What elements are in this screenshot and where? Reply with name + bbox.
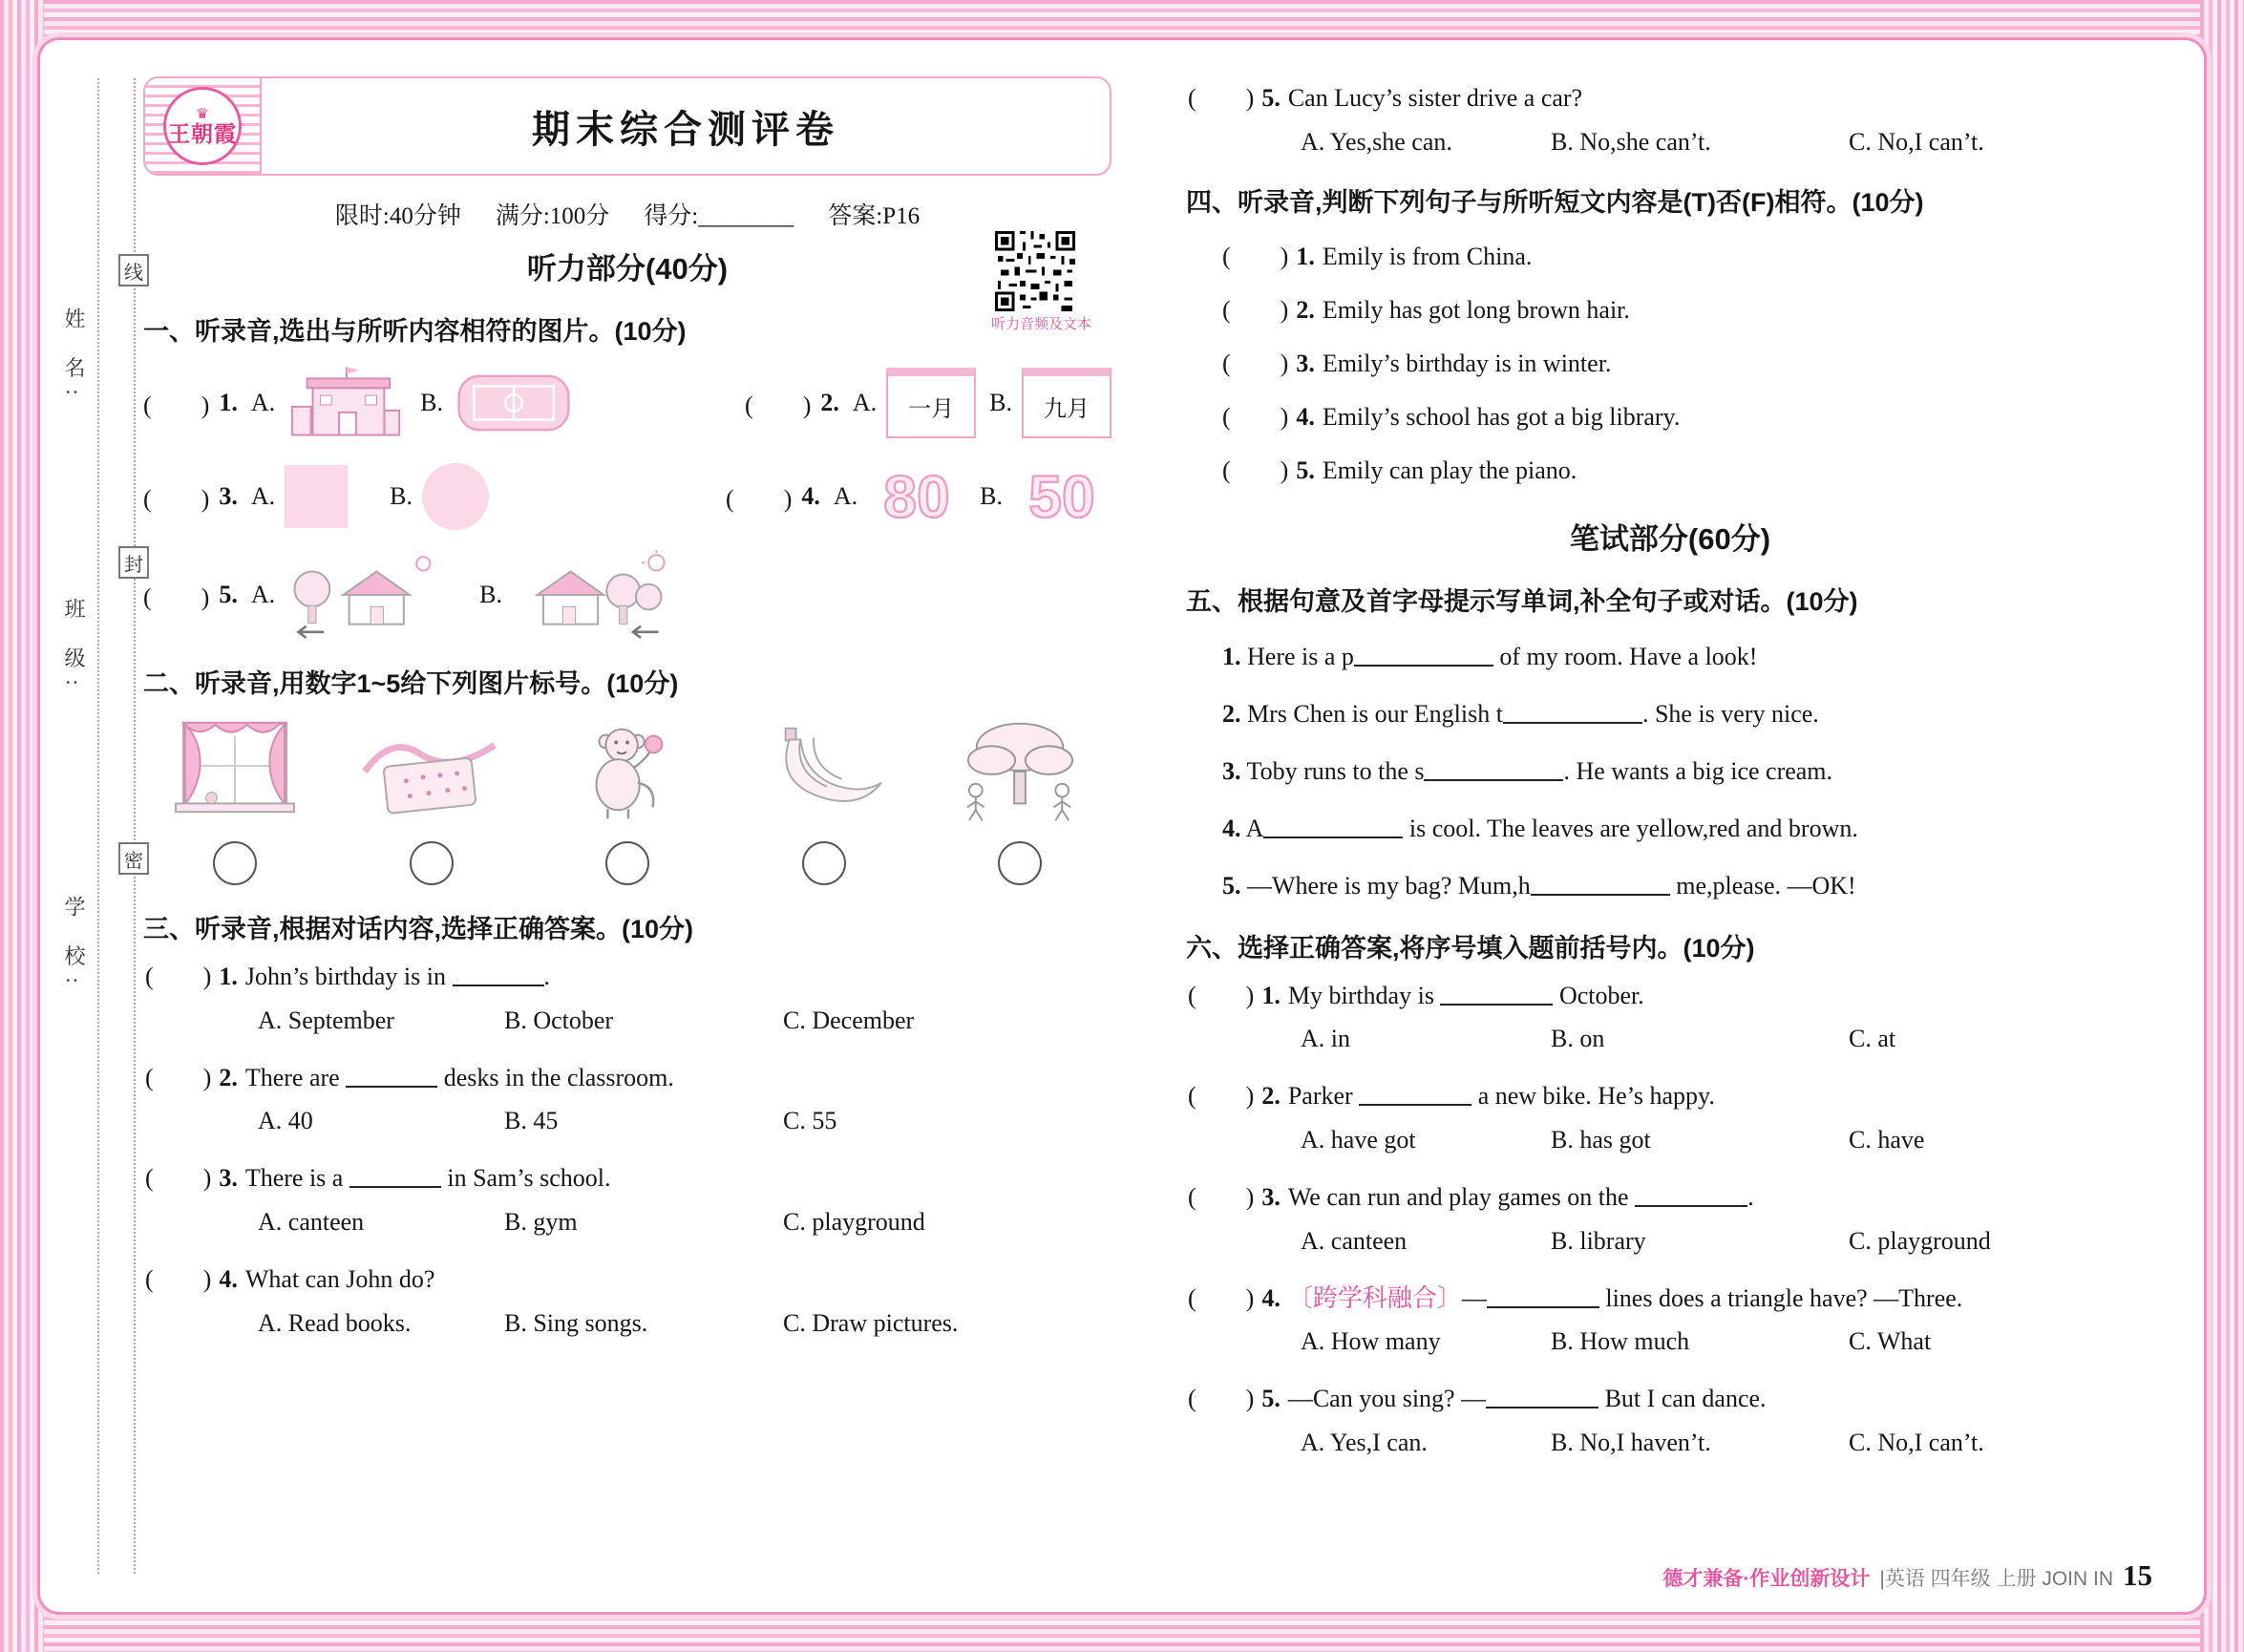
page-number: 15 [2123,1558,2152,1592]
sec2-item-5 [934,713,1106,885]
option-a: A. September [258,1006,394,1034]
question-number: 1. [219,389,238,416]
answer-bracket[interactable]: ( ) [1222,242,1289,270]
question-number: 3. [219,1164,238,1193]
answer-bracket[interactable]: ( ) [1188,1385,1255,1413]
answer-bracket[interactable]: ( ) [1188,84,1255,112]
option-b: B. No,she can’t. [1551,127,1711,156]
section1-title: 一、听录音,选出与所听内容相符的图片。(10分) [143,317,687,346]
item-number: 3. [1222,756,1241,785]
full-score: 满分:100分 [495,203,610,229]
binding-dotted-line [134,78,136,1574]
option-b: B. has got [1551,1126,1651,1154]
option-a-label: A. [250,389,276,416]
stem-post: October. [1553,981,1644,1009]
sec3-question-1 [145,959,1111,1035]
item-number: 2. [1296,295,1315,324]
answer-bracket[interactable]: ( ) [145,1265,212,1294]
sec4-item-4 [1222,397,2154,433]
sec5-item-5 [1222,867,2154,904]
option-b: B. How much [1551,1327,1690,1356]
sec1-question-4 [726,462,1111,531]
answer-blank[interactable] [1503,699,1642,724]
school-building-image [285,363,407,443]
question-text [1288,1179,2154,1216]
question-text [1288,80,2154,116]
footer-brand: 德才兼备·作业创新设计 [1662,1568,1871,1590]
stem-post: in Sam’s school. [440,1164,611,1193]
stem-pre: Parker [1287,1082,1360,1111]
answer-bracket[interactable]: ( ) [1222,349,1289,377]
item-number: 4. [1222,814,1241,842]
option-a: A. Yes,she can. [1301,127,1452,156]
sec4-item-1 [1222,237,2154,272]
listening-part-heading: 听力部分(40分) [526,252,729,286]
statement-text: Emily can play the piano. [1322,455,1577,484]
brand-logo-circle [163,87,242,165]
sentence-post: is cool. The leaves are yellow,red and brown. [1403,814,1858,842]
answer-circle[interactable] [605,841,649,885]
time-limit: 限时:40分钟 [334,203,461,229]
monkey-image [545,713,709,826]
option-b: B. Sing songs. [504,1308,648,1337]
frame-border-right [2200,0,2244,1652]
sentence-post: me,please. —OK! [1669,871,1856,900]
option-a: A. Read books. [258,1308,412,1337]
question-number: 3. [219,482,238,510]
calendar-month: 一月 [908,396,955,422]
question-text [1288,1281,2154,1317]
sec1-row-2 [143,462,1111,531]
stem-post: . [543,963,550,990]
page-footer [1662,1558,2152,1593]
svg-text:50: 50 [1028,464,1095,531]
question-text [245,1160,1111,1197]
score-blank[interactable]: 得分:________ [644,203,794,229]
right-column [1186,74,2154,1585]
binding-margin [44,67,143,1585]
brand-logo-text: 王朝霞 [168,120,237,146]
option-a-label: A. [250,482,276,510]
option-a: A. Yes,I can. [1301,1429,1428,1457]
answer-bracket[interactable]: ( ) [1188,1082,1255,1111]
january-calendar-image [886,368,976,438]
paper-meta [143,197,1111,231]
question-text [1288,978,2154,1014]
answer-blank[interactable] [1487,1283,1599,1308]
seal-char-line: 线 [118,254,149,286]
answer-circle[interactable] [213,841,257,885]
answer-blank[interactable] [349,1163,441,1188]
sentence-post: of my room. Have a look! [1492,642,1758,670]
page [44,44,2200,1608]
question-number: 1. [1261,981,1281,1009]
statement-text: Emily has got long brown hair. [1322,295,1630,324]
item-number: 5. [1296,455,1315,484]
left-column [143,74,1111,1585]
answer-blank[interactable] [1263,814,1403,838]
question-number: 4. [801,482,820,510]
answer-bracket[interactable]: ( ) [1222,295,1289,324]
option-a: A. canteen [1301,1226,1408,1255]
window-image [153,713,317,826]
answer-blank[interactable] [1440,981,1553,1006]
option-c: C. playground [1849,1226,1991,1255]
answer-bracket[interactable]: ( ) [143,391,210,419]
sec2-item-1 [149,713,321,885]
option-a-label: A. [250,581,276,608]
sec3-question-5 [1188,80,2154,157]
paper-title: 期末综合测评卷 [532,108,839,151]
option-b: B. October [504,1006,614,1034]
section6-title: 六、选择正确答案,将序号填入题前括号内。(10分) [1186,933,1755,963]
sec6-question-4 [1188,1281,2154,1357]
option-a: A. canteen [258,1208,365,1237]
section4-title: 四、听录音,判断下列句子与所听短文内容是(T)否(F)相符。(10分) [1186,187,1924,217]
footer-edition-info: |英语 四年级 上册 JOIN IN [1879,1568,2113,1590]
sec3-question-3 [145,1160,1111,1237]
item-number: 2. [1222,699,1241,728]
ribbon-box-image [349,713,514,826]
question-number: 1. [219,963,238,990]
answer-circle[interactable] [998,841,1042,885]
section2-title: 二、听录音,用数字1~5给下列图片标号。(10分) [143,669,679,698]
statement-text: Emily’s school has got a big library. [1322,402,1681,431]
question-number: 2. [1261,1082,1281,1111]
option-b: B. library [1551,1226,1646,1255]
answer-blank[interactable] [1354,642,1493,667]
answer-bracket[interactable]: ( ) [1188,1183,1255,1212]
stem-pre: My birthday is [1287,981,1441,1009]
sec2-item-3 [541,713,713,885]
answer-bracket[interactable]: ( ) [1222,455,1289,484]
binding-dotted-line [97,78,99,1574]
option-c: C. No,I can’t. [1849,1429,1984,1457]
item-number: 5. [1222,871,1241,900]
answer-bracket[interactable]: ( ) [1188,1283,1255,1312]
sentence-pre: Mrs Chen is our English t [1247,699,1503,728]
option-a: A. How many [1301,1327,1441,1356]
answer-bracket[interactable]: ( ) [143,582,210,611]
sec2-item-2 [346,713,518,885]
option-b-label: B. [420,389,443,416]
answer-bracket[interactable]: ( ) [145,1063,212,1091]
stem-post: But I can dance. [1598,1385,1767,1413]
option-a-label: A. [852,389,878,416]
option-a: A. have got [1301,1126,1416,1154]
sentence-post: . He wants a big ice cream. [1563,756,1833,785]
stem-pre: There is a [244,1164,349,1193]
option-c: C. at [1849,1025,1896,1053]
option-c: C. December [783,1006,915,1034]
question-number: 4. [1261,1283,1281,1312]
answer-blank[interactable] [1531,871,1670,896]
stem-pre: —Can you sing? — [1287,1385,1487,1413]
option-a-label: A. [833,482,858,510]
square-shape-image [285,465,348,528]
question-number: 4. [219,1265,238,1294]
answer-page-ref: 答案:P16 [828,203,921,229]
option-a: A. in [1301,1025,1350,1053]
sec6-question-1 [1188,978,2154,1054]
stem-pre: There are [244,1063,347,1091]
stem-pre: What can John do? [244,1265,435,1294]
option-b-label: B. [989,389,1012,416]
option-c: C. No,I can’t. [1849,127,1984,156]
answer-circle[interactable] [410,841,454,885]
sec1-question-3 [143,463,489,530]
section5-title: 五、根据句意及首字母提示写单词,补全句子或对话。(10分) [1186,586,1858,616]
sentence-pre: Here is a p [1247,642,1354,670]
sec1-row-1 [143,363,1111,443]
house-with-trees-right-image [512,550,672,640]
question-text [245,1060,1111,1096]
sentence-pre: Toby runs to the s [1246,756,1425,785]
option-c: C. 55 [783,1107,837,1135]
item-number: 4. [1296,402,1315,431]
item-number: 3. [1296,349,1315,377]
sec1-row-3 [143,550,1111,640]
sec1-question-2 [745,368,1111,438]
sentence-pre: A [1245,814,1264,842]
crown-icon: ♛ [196,105,209,123]
qr-caption: 听力音频及文本 [991,316,1092,332]
sec5-item-1 [1222,638,2154,675]
answer-blank[interactable] [346,1063,437,1088]
option-b: B. No,I haven’t. [1551,1429,1711,1457]
house-with-tree-left-image [285,550,445,640]
section3-title: 三、听录音,根据对话内容,选择正确答案。(10分) [143,915,694,943]
stem-pre: — [1461,1283,1487,1312]
question-text [1288,1078,2154,1114]
sec6-question-2 [1188,1078,2154,1154]
question-number: 2. [219,1063,238,1091]
option-c: C. What [1849,1327,1932,1356]
circle-shape-image [422,463,489,530]
question-number: 3. [1261,1183,1281,1212]
statement-text: Emily’s birthday is in winter. [1322,349,1612,377]
answer-circle[interactable] [802,841,846,885]
question-text [245,959,1111,995]
stem-post: . [1747,1183,1754,1212]
name-field-label: 姓 名: [62,307,86,407]
frame-border-left [0,0,44,1652]
question-number: 5. [1261,1385,1281,1413]
sec2-picture-row [149,713,1106,885]
frame-border-top [0,0,2244,44]
sentence-post: . She is very nice. [1641,699,1819,728]
answer-blank[interactable] [1486,1384,1598,1408]
number-80-image [867,462,966,531]
answer-bracket[interactable]: ( ) [745,391,812,419]
question-number: 2. [820,389,839,416]
option-b: B. on [1551,1025,1605,1053]
number-50-image [1012,462,1111,531]
answer-bracket[interactable]: ( ) [143,484,210,513]
sec5-item-2 [1222,695,2154,732]
question-number: 5. [1261,84,1281,112]
option-b-label: B. [390,482,413,510]
sec4-item-5 [1222,451,2154,486]
stem-pre: John’s birthday is in [244,963,453,990]
statement-text: Emily is from China. [1322,242,1533,270]
answer-blank[interactable] [453,962,544,986]
tree-with-children-image [938,713,1102,826]
option-b-label: B. [479,581,502,608]
frame-border-bottom [0,1608,2244,1652]
option-b: B. 45 [504,1107,559,1135]
option-b-label: B. [980,482,1003,510]
sec3-question-2 [145,1060,1111,1136]
calendar-month: 九月 [1044,396,1090,422]
class-field-label: 班 级: [62,598,86,697]
question-text [1288,1381,2154,1417]
answer-blank[interactable] [1359,1081,1471,1106]
sec6-question-5 [1188,1381,2154,1457]
sec2-item-4 [738,713,910,885]
answer-blank[interactable] [1424,756,1563,781]
answer-bracket[interactable]: ( ) [1188,981,1255,1009]
written-part-heading: 笔试部分(60分) [1569,521,1771,556]
sec1-question-1 [143,363,575,443]
answer-bracket[interactable]: ( ) [726,484,793,513]
option-b: B. gym [504,1208,578,1237]
seal-char-fold: 封 [118,546,149,579]
svg-text:80: 80 [883,464,950,531]
answer-blank[interactable] [1635,1182,1747,1207]
item-number: 1. [1222,642,1241,670]
option-c: C. playground [783,1208,925,1237]
september-calendar-image [1022,368,1111,438]
option-c: C. Draw pictures. [783,1308,959,1337]
answer-bracket[interactable]: ( ) [145,963,212,990]
sports-field-image [453,369,575,437]
question-number: 5. [219,581,238,608]
bananas-image [742,713,906,826]
option-c: C. have [1849,1126,1925,1154]
sec5-item-3 [1222,752,2154,790]
qr-block [991,231,1092,333]
sec6-question-3 [1188,1179,2154,1256]
option-a: A. 40 [258,1107,313,1135]
sec4-item-2 [1222,290,2154,326]
sec1-question-5 [143,550,672,640]
item-number: 1. [1296,242,1315,270]
cross-subject-tag: 〔跨学科融合〕 [1287,1282,1462,1312]
stem-post: a new bike. He’s happy. [1471,1082,1715,1111]
sec4-item-3 [1222,344,2154,379]
sec3-question-4 [145,1261,1111,1338]
stem-pre: Can Lucy’s sister drive a car? [1287,84,1583,112]
stem-post: desks in the classroom. [437,1063,674,1091]
brand-logo [145,78,262,174]
stem-post: lines does a triangle have? —Three. [1598,1283,1963,1312]
sentence-pre: —Where is my bag? Mum,h [1247,871,1531,900]
answer-bracket[interactable]: ( ) [1222,402,1289,431]
answer-bracket[interactable]: ( ) [145,1164,212,1193]
qr-code [995,231,1075,311]
stem-pre: We can run and play games on the [1287,1183,1636,1212]
sec5-item-4 [1222,810,2154,847]
seal-char-secret: 密 [118,842,149,875]
school-field-label: 学 校: [62,896,86,995]
question-text [245,1261,1111,1298]
paper-header [143,76,1111,176]
